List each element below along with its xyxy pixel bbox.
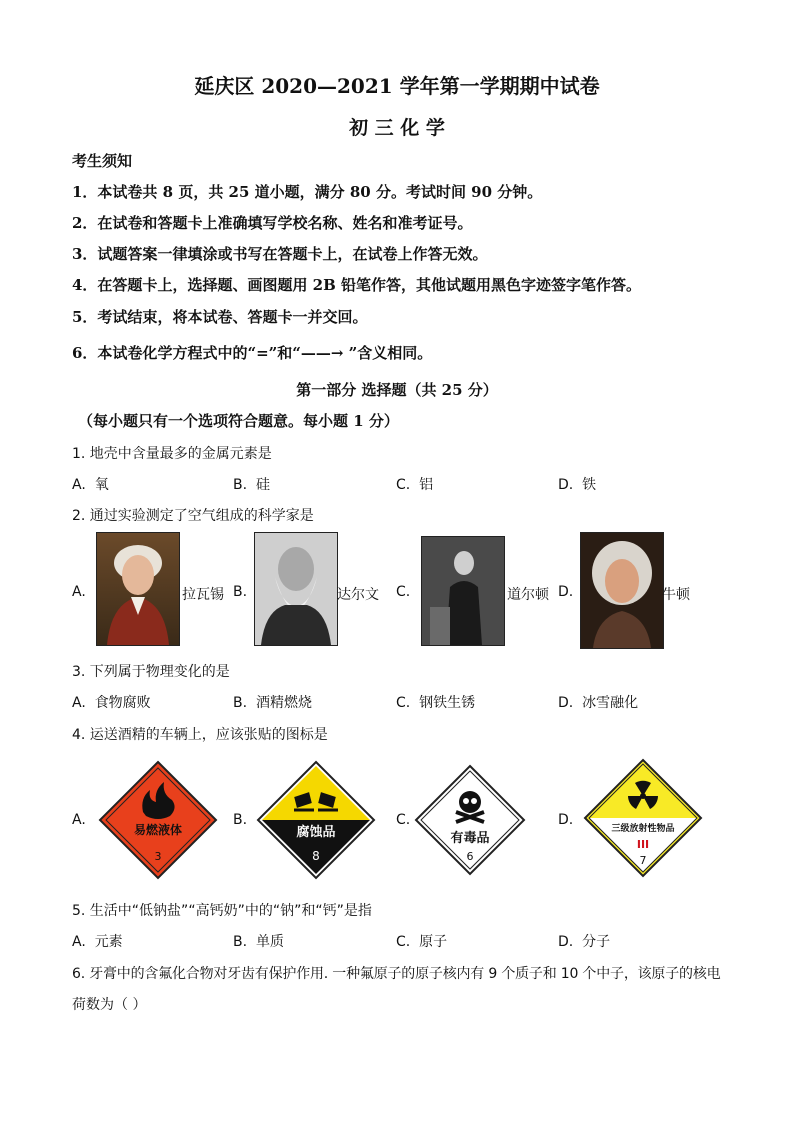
sign-class-number: 8: [312, 849, 320, 863]
option-letter: A.: [72, 695, 86, 711]
notice-heading: 考生须知: [72, 152, 133, 170]
q3-option-c[interactable]: [396, 692, 475, 712]
q5-option-b[interactable]: [233, 931, 284, 951]
subject-title: 初 三 化 学: [349, 117, 445, 139]
notice-item-4: 4．在答题卡上，选择题、画图题用 2B 铅笔作答，其他试题用黑色字迹签字笔作答。: [72, 276, 642, 294]
q3-option-b[interactable]: [233, 692, 312, 712]
flammable-liquid-sign: [98, 760, 218, 884]
notice-item-6: 6．本试卷化学方程式中的“=”和“——→ ”含义相同。: [72, 344, 433, 362]
option-letter: C.: [396, 934, 411, 950]
option-text: 铁: [582, 477, 597, 493]
q2-option-b-letter[interactable]: B.: [233, 584, 248, 600]
q1-option-d[interactable]: [558, 474, 596, 494]
question-2-stem: 2. 通过实验测定了空气组成的科学家是: [72, 508, 314, 524]
q5-option-d[interactable]: [558, 931, 610, 951]
q1-option-a[interactable]: [72, 474, 109, 494]
option-text: 冰雪融化: [582, 695, 639, 711]
exam-title: 延庆区 2020—2021 学年第一学期期中试卷: [194, 74, 600, 98]
section-note: （每小题只有一个选项符合题意。每小题 1 分）: [78, 412, 399, 430]
q2-option-c-letter[interactable]: C.: [396, 584, 411, 600]
question-1-stem: 1. 地壳中含量最多的金属元素是: [72, 446, 272, 462]
q2-option-a-letter[interactable]: A.: [72, 584, 86, 600]
q1-option-c[interactable]: [396, 474, 433, 494]
sign-label: 易燃液体: [133, 823, 183, 837]
radioactive-sign: [583, 758, 703, 882]
sign-class-number: 6: [466, 850, 474, 863]
question-6-stem-line1: 6. 牙膏中的含氟化合物对牙齿有保护作用. 一种氟原子的原子核内有 9 个质子和 10 个中子，该原子的核电: [72, 966, 721, 982]
notice-item-3: 3．试题答案一律填涂或书写在答题卡上，在试卷上作答无效。: [72, 245, 488, 263]
option-text: 食物腐败: [94, 695, 151, 711]
sign-category-roman: III: [636, 838, 650, 851]
corrosive-sign: [256, 760, 376, 884]
option-letter: A.: [72, 934, 86, 950]
q1-option-b[interactable]: [233, 474, 270, 494]
q4-option-d-letter[interactable]: D.: [558, 812, 574, 828]
q5-option-c[interactable]: [396, 931, 447, 951]
question-4-stem: 4. 运送酒精的车辆上，应该张贴的图标是: [72, 727, 328, 743]
option-text: 酒精燃烧: [255, 695, 312, 711]
option-text: 原子: [419, 934, 448, 950]
option-text: 铝: [419, 477, 434, 493]
sign-label: 有毒品: [450, 831, 490, 846]
notice-item-5: 5．考试结束，将本试卷、答题卡一并交回。: [72, 308, 368, 326]
q2-option-b-text: 达尔文: [337, 587, 379, 603]
section-title: 第一部分 选择题（共 25 分）: [296, 381, 498, 399]
option-text: 单质: [255, 934, 284, 950]
option-letter: C.: [396, 477, 411, 493]
sign-label: 腐蚀品: [296, 825, 336, 840]
option-letter: D.: [558, 934, 574, 950]
question-3-stem: 3. 下列属于物理变化的是: [72, 664, 230, 680]
q2-option-c-text: 道尔顿: [507, 587, 549, 603]
question-6-stem-line2: 荷数为（ ）: [72, 997, 147, 1013]
sign-class-number: 3: [154, 850, 162, 863]
option-letter: C.: [396, 695, 411, 711]
option-text: 氧: [94, 477, 109, 493]
question-5-stem: 5. 生活中“低钠盐”“高钙奶”中的“钠”和“钙”是指: [72, 903, 372, 919]
sign-class-number: 7: [639, 854, 647, 867]
option-text: 元素: [94, 934, 123, 950]
toxic-sign: [414, 764, 526, 880]
option-text: 钢铁生锈: [419, 695, 476, 711]
q4-option-b-letter[interactable]: B.: [233, 812, 248, 828]
q2-option-d-letter[interactable]: D.: [558, 584, 574, 600]
option-letter: B.: [233, 934, 248, 950]
sign-label: 三级放射性物品: [611, 824, 675, 834]
option-letter: A.: [72, 477, 86, 493]
newton-portrait: [580, 532, 664, 649]
darwin-portrait: [254, 532, 338, 646]
notice-item-2: 2．在试卷和答题卡上准确填写学校名称、姓名和准考证号。: [72, 214, 473, 232]
option-text: 硅: [255, 477, 270, 493]
q3-option-a[interactable]: [72, 692, 151, 712]
notice-item-1: 1．本试卷共 8 页，共 25 道小题，满分 80 分。考试时间 90 分钟。: [72, 183, 543, 201]
option-text: 分子: [582, 934, 611, 950]
option-letter: B.: [233, 695, 248, 711]
q5-option-a[interactable]: [72, 931, 123, 951]
q4-option-a-letter[interactable]: A.: [72, 812, 86, 828]
option-letter: D.: [558, 695, 574, 711]
option-letter: D.: [558, 477, 574, 493]
q2-option-a-text: 拉瓦锡: [182, 587, 224, 603]
q4-option-c-letter[interactable]: C.: [396, 812, 411, 828]
lavoisier-portrait: [96, 532, 180, 646]
q3-option-d[interactable]: [558, 692, 638, 712]
dalton-portrait: [421, 536, 505, 646]
q2-option-d-text: 牛顿: [662, 587, 690, 603]
option-letter: B.: [233, 477, 248, 493]
